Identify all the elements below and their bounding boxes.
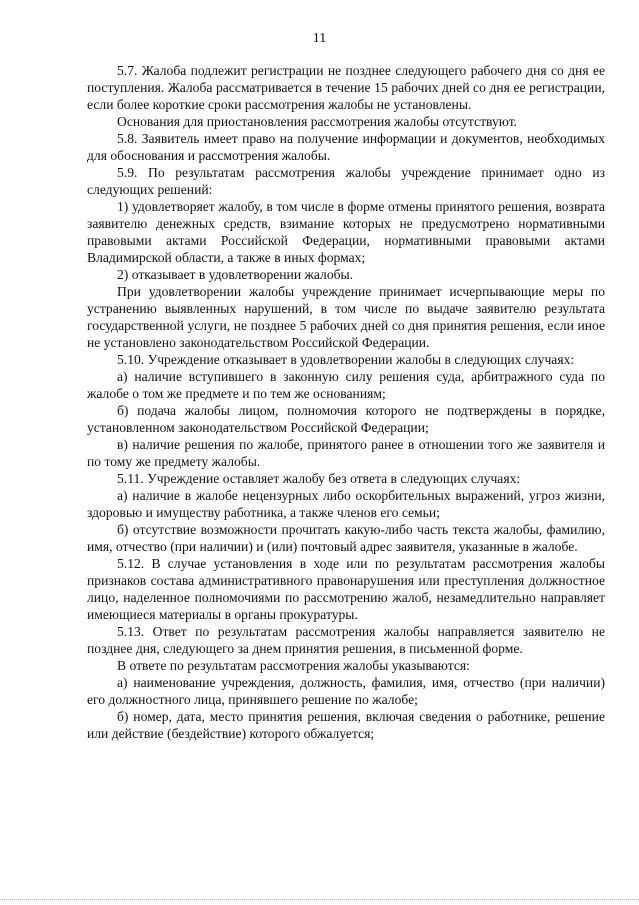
paragraph-5-11: 5.11. Учреждение оставляет жалобу без ответа в следующих случаях: [117, 471, 521, 486]
paragraph-5-13: 5.13. Ответ по результатам рассмотрения жалобы направляется заявителю не позднее дня, следующего за днем принятия решения, в письменной форме. [87, 624, 605, 656]
paragraph-5-9-item-1: 1) удовлетворяет жалобу, в том числе в форме отмены принятого решения, возврата заявителю денежных средств, взимание которых не предусмотрено нормативными правовыми актами Российской Федерации, нормативными правовыми актами Владимирской области, а также в иных формах; [87, 199, 605, 265]
page-number: 11 [312, 31, 327, 46]
paragraph-response-contents: В ответе по результатам рассмотрения жалобы указываются: [117, 658, 470, 673]
paragraph-5-10-item-v: в) наличие решения по жалобе, принятого ранее в отношении того же заявителя и по тому же предмету жалобы. [87, 437, 605, 469]
paragraph-5-10-item-b: б) подача жалобы лицом, полномочия которого не подтверждены в порядке, установленном законодательством Российской Федерации; [87, 403, 605, 435]
paragraph-satisfaction-measures: При удовлетворении жалобы учреждение принимает исчерпывающие меры по устранению выявленных нарушений, в том числе по выдаче заявителю результата государственной услуги, не позднее 5 рабочих дней со дня принятия решения, если иное не установлено законодательством Российской Федерации. [87, 284, 605, 350]
paragraph-no-suspension: Основания для приостановления рассмотрения жалобы отсутствуют. [117, 114, 518, 129]
document-body [87, 62, 605, 742]
paragraph-5-11-item-a: а) наличие в жалобе нецензурных либо оскорбительных выражений, угроз жизни, здоровью и имуществу работника, а также членов его семьи; [87, 488, 605, 520]
paragraph-5-10: 5.10. Учреждение отказывает в удовлетворении жалобы в следующих случаях: [117, 352, 575, 367]
paragraph-5-11-item-b: б) отсутствие возможности прочитать какую-либо часть текста жалобы, фамилию, имя, отчество (при наличии) и (или) почтовый адрес заявителя, указанные в жалобе. [87, 522, 605, 554]
paragraph-5-7: 5.7. Жалоба подлежит регистрации не позднее следующего рабочего дня со дня ее поступления. Жалоба рассматривается в течение 15 рабочих дней со дня ее регистрации, если более короткие сроки рассмотрения жалобы не установлены. [87, 63, 605, 112]
bottom-divider [0, 899, 639, 900]
paragraph-5-10-item-a: а) наличие вступившего в законную силу решения суда, арбитражного суда по жалобе о том же предмете и по тем же основаниям; [87, 369, 605, 401]
paragraph-response-item-a: а) наименование учреждения, должность, фамилия, имя, отчество (при наличии) его должностного лица, принявшего решение по жалобе; [87, 675, 605, 707]
paragraph-5-12: 5.12. В случае установления в ходе или по результатам рассмотрения жалобы признаков состава административного правонарушения или преступления должностное лицо, наделенное полномочиями по рассмотрению жалоб, незамедлительно направляет имеющиеся материалы в органы прокуратуры. [87, 556, 605, 622]
paragraph-response-item-b: б) номер, дата, место принятия решения, включая сведения о работнике, решение или действие (бездействие) которого обжалуется; [87, 709, 605, 741]
paragraph-5-8: 5.8. Заявитель имеет право на получение информации и документов, необходимых для обоснования и рассмотрения жалобы. [87, 131, 605, 163]
paragraph-5-9: 5.9. По результатам рассмотрения жалобы учреждение принимает одно из следующих решений: [87, 165, 605, 197]
paragraph-5-9-item-2: 2) отказывает в удовлетворении жалобы. [117, 267, 354, 282]
